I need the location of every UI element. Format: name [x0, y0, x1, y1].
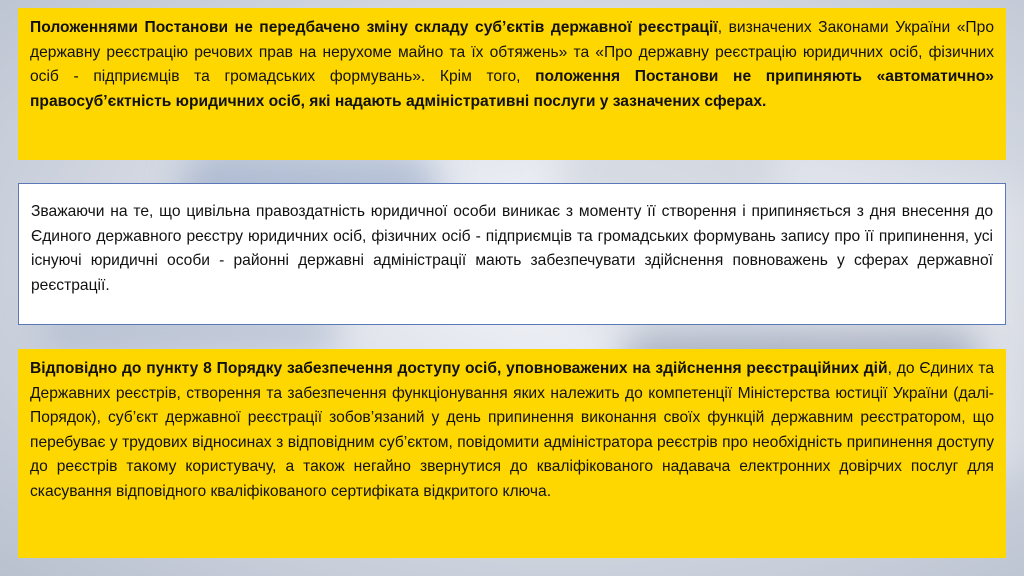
block3-text-1: , до Єдиних та Державних реєстрів, створення та забезпечення функціонування яких належить до компетенції Міністерства юстиції України (далі-Порядок), суб’єкт державної реєстрації зобов’язаний у день припинення виконання своїх функцій державним реєстратором, що перебуває у трудових відносинах з відповідним суб’єктом, повідомити адміністратора реєстрів про необхідність припинення доступу до реєстрів такому користувачу, а також негайно звернутися до кваліфікованого надавача електронних довірчих послуг для скасування відповідного кваліфікованого сертифіката відкритого ключа. [30, 360, 994, 500]
block2-text: Зважаючи на те, що цивільна правоздатність юридичної особи виникає з моменту її створення і припиняється з дня внесення до Єдиного державного реєстру юридичних осіб, фізичних осіб - підприємців та громадських формувань запису про її припинення, усі існуючі юридичні особи - районні державні адміністрації мають забезпечувати здійснення повноважень у сферах державної реєстрації. [31, 203, 993, 294]
text-block-3 [18, 349, 1006, 558]
block1-text-1: , визначених Законами України «Про державну реєстрацію речових прав на нерухоме майно та їх обтяжень» та «Про державну реєстрацію юридичних осіб, фізичних осіб - підприємців та громадських формувань». Крім того, [30, 19, 994, 86]
text-block-2 [18, 183, 1006, 325]
block3-bold-1: Відповідно до пункту 8 Порядку забезпечення доступу осіб, уповноважених на здійснення реєстраційних дій [30, 360, 888, 377]
block1-bold-2: положення Постанови не припиняють «автоматично» правосуб’єктність юридичних осіб, які надають адміністративні послуги у зазначених сферах. [30, 68, 994, 110]
block1-bold-1: Положеннями Постанови не передбачено зміну складу суб’єктів державної реєстрації [30, 19, 718, 36]
text-block-1 [18, 8, 1006, 160]
